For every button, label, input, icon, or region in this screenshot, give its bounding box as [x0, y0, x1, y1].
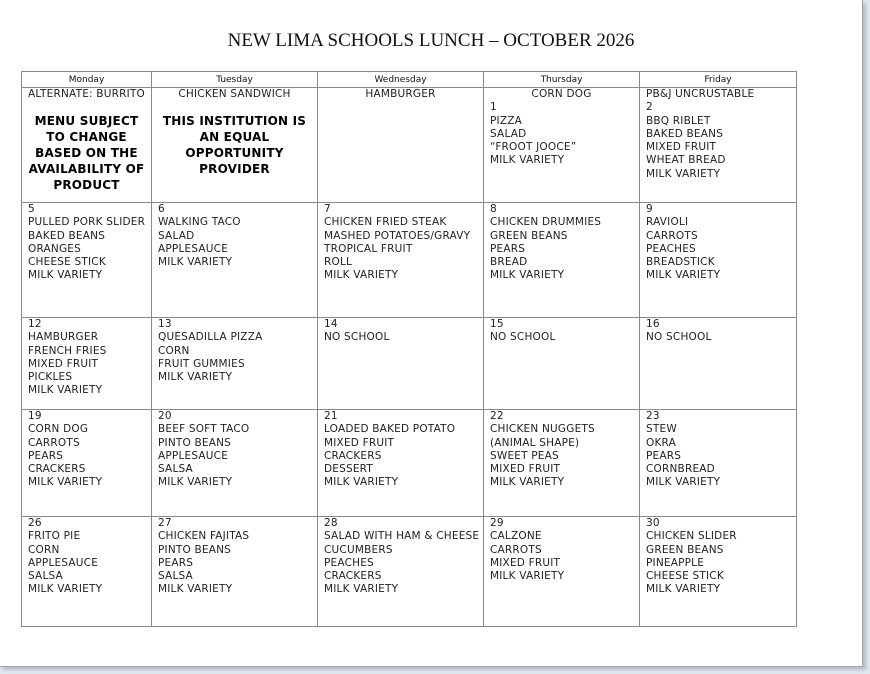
day-number: 6: [158, 203, 165, 215]
day-number: 8: [490, 203, 497, 215]
menu-item: SALSA: [158, 463, 193, 476]
weekday-header-row: [22, 72, 797, 88]
menu-item: CHICKEN SLIDER: [646, 530, 737, 543]
menu-item: MILK VARIETY: [490, 570, 565, 583]
menu-item: MILK VARIETY: [646, 269, 721, 282]
menu-item: MILK VARIETY: [158, 476, 233, 489]
day-number: 19: [28, 410, 42, 422]
day-cell-wednesday-week1: [318, 88, 484, 203]
day-number: 23: [646, 410, 660, 422]
weekday-header: Wednesday: [318, 72, 484, 88]
menu-item: LOADED BAKED POTATO: [324, 423, 456, 436]
menu-item: CHICKEN NUGGETS: [490, 423, 595, 436]
menu-item: MILK VARIETY: [158, 256, 233, 269]
day-number: 1: [490, 101, 497, 114]
day-cell-oct-2: [640, 88, 797, 203]
menu-item: HAMBURGER: [28, 331, 99, 344]
day-cell-oct-15: [484, 318, 640, 410]
menu-item: PEACHES: [646, 242, 696, 255]
day-number: 15: [490, 318, 504, 330]
menu-item: CORN: [28, 543, 60, 556]
menu-item: MILK VARIETY: [28, 476, 103, 489]
menu-item: PEARS: [490, 242, 526, 255]
menu-item: MILK VARIETY: [324, 476, 399, 489]
alternate-entree: CHICKEN SANDWICH: [178, 88, 291, 100]
day-cell-oct-20: [152, 410, 318, 517]
day-cell-oct-28: [318, 517, 484, 627]
menu-item: FRENCH FRIES: [28, 344, 107, 357]
menu-item: MILK VARIETY: [28, 384, 103, 397]
menu-item: MIXED FRUIT: [324, 436, 395, 449]
menu-item: SALAD: [158, 229, 195, 242]
menu-item: SALAD: [490, 127, 527, 140]
menu-item: CHICKEN FRIED STEAK: [324, 216, 447, 229]
menu-item: PEACHES: [324, 556, 374, 569]
menu-item: RAVIOLI: [646, 216, 689, 229]
menu-item: MILK VARIETY: [646, 167, 721, 180]
day-number: 16: [646, 318, 660, 330]
menu-item: MIXED FRUIT: [490, 556, 561, 569]
menu-item: STEW: [646, 423, 677, 436]
menu-item: CHICKEN FAJITAS: [158, 530, 250, 543]
menu-item: WALKING TACO: [158, 216, 241, 229]
menu-item: CORNBREAD: [646, 463, 715, 476]
menu-item: CHEESE STICK: [646, 570, 724, 583]
menu-item: NO SCHOOL: [490, 331, 556, 344]
day-cell-oct-16: [640, 318, 797, 410]
day-number: 9: [646, 203, 653, 215]
day-cell-oct-27: [152, 517, 318, 627]
menu-item: “FROOT JOOCE”: [490, 141, 577, 154]
menu-item: (ANIMAL SHAPE): [490, 436, 580, 449]
day-cell-oct-26: [22, 517, 152, 627]
menu-item: BREADSTICK: [646, 256, 715, 269]
day-cell-monday-week1: [22, 88, 152, 203]
day-cell-oct-1: [484, 88, 640, 203]
weekday-header: Tuesday: [152, 72, 318, 88]
menu-item: FRITO PIE: [28, 530, 81, 543]
menu-item: PINTO BEANS: [158, 543, 232, 556]
menu-item: PICKLES: [28, 371, 73, 384]
menu-item: DESSERT: [324, 463, 374, 476]
week-row-5: [22, 517, 797, 627]
day-cell-oct-30: [640, 517, 797, 627]
menu-item: MILK VARIETY: [158, 583, 233, 596]
day-number: 21: [324, 410, 338, 422]
menu-item: BREAD: [490, 256, 528, 269]
menu-item: BBQ RIBLET: [646, 114, 711, 127]
weekday-header: Thursday: [484, 72, 640, 88]
menu-item: GREEN BEANS: [646, 543, 724, 556]
menu-item: OKRA: [646, 436, 677, 449]
menu-item: CALZONE: [490, 530, 542, 543]
day-cell-oct-9: [640, 203, 797, 318]
menu-item: PINEAPPLE: [646, 556, 705, 569]
day-number: 20: [158, 410, 172, 422]
menu-item: MIXED FRUIT: [28, 357, 99, 370]
day-cell-oct-13: [152, 318, 318, 410]
lunch-calendar: [21, 71, 797, 627]
menu-item: QUESADILLA PIZZA: [158, 331, 263, 344]
menu-item: BAKED BEANS: [646, 127, 724, 140]
day-cell-oct-23: [640, 410, 797, 517]
menu-item: CARROTS: [490, 543, 542, 556]
menu-item: TROPICAL FRUIT: [324, 242, 413, 255]
menu-item: CUCUMBERS: [324, 543, 393, 556]
menu-item: MILK VARIETY: [324, 269, 399, 282]
menu-item: ROLL: [324, 256, 353, 269]
menu-item: BEEF SOFT TACO: [158, 423, 250, 436]
menu-item: MIXED FRUIT: [646, 141, 717, 154]
day-cell-tuesday-week1: [152, 88, 318, 203]
menu-item: PULLED PORK SLIDER: [28, 216, 146, 229]
menu-item: CRACKERS: [28, 463, 86, 476]
day-number: 5: [28, 203, 35, 215]
menu-item: MILK VARIETY: [324, 583, 399, 596]
equal-opportunity-note: THIS INSTITUTION IS AN EQUAL OPPORTUNITY PROVIDER: [162, 114, 307, 177]
menu-item: CRACKERS: [324, 570, 382, 583]
menu-item: FRUIT GUMMIES: [158, 357, 245, 370]
week-row-2: [22, 203, 797, 318]
day-number: 22: [490, 410, 504, 422]
menu-item: NO SCHOOL: [646, 331, 712, 344]
menu-item: CARROTS: [646, 229, 698, 242]
menu-item: MASHED POTATOES/GRAVY: [324, 229, 471, 242]
menu-title: NEW LIMA SCHOOLS LUNCH – OCTOBER 2026: [227, 30, 635, 51]
alternate-entree: ALTERNATE: BURRITO: [28, 88, 145, 100]
menu-item: APPLESAUCE: [158, 449, 229, 462]
menu-item: PINTO BEANS: [158, 436, 232, 449]
weekday-header: Friday: [640, 72, 797, 88]
menu-item: BAKED BEANS: [28, 229, 106, 242]
day-cell-oct-5: [22, 203, 152, 318]
day-cell-oct-6: [152, 203, 318, 318]
day-cell-oct-29: [484, 517, 640, 627]
day-cell-oct-21: [318, 410, 484, 517]
menu-item: MILK VARIETY: [158, 371, 233, 384]
menu-item: PEARS: [646, 449, 682, 462]
day-cell-oct-7: [318, 203, 484, 318]
menu-item: MILK VARIETY: [646, 583, 721, 596]
menu-item: CHICKEN DRUMMIES: [490, 216, 602, 229]
menu-item: CRACKERS: [324, 449, 382, 462]
menu-item: CORN DOG: [28, 423, 89, 436]
menu-item: GREEN BEANS: [490, 229, 568, 242]
menu-item: SWEET PEAS: [490, 449, 559, 462]
menu-item: WHEAT BREAD: [646, 154, 726, 167]
day-number: 13: [158, 318, 172, 330]
menu-item: ORANGES: [28, 242, 82, 255]
menu-item: SALSA: [28, 570, 63, 583]
day-number: 26: [28, 517, 42, 529]
menu-item: PEARS: [158, 556, 194, 569]
menu-item: PIZZA: [490, 114, 522, 127]
day-number: 28: [324, 517, 338, 529]
menu-item: MILK VARIETY: [490, 476, 565, 489]
day-cell-oct-14: [318, 318, 484, 410]
day-number: 7: [324, 203, 331, 215]
menu-item: SALSA: [158, 570, 193, 583]
menu-item: CARROTS: [28, 436, 80, 449]
menu-item: MILK VARIETY: [646, 476, 721, 489]
alternate-entree: HAMBURGER: [365, 88, 436, 100]
week-row-4: [22, 410, 797, 517]
week-row-1: [22, 88, 797, 203]
menu-item: MILK VARIETY: [28, 269, 103, 282]
day-cell-oct-19: [22, 410, 152, 517]
menu-change-note: MENU SUBJECT TO CHANGE BASED ON THE AVAILABILITY OF PRODUCT: [28, 114, 145, 193]
menu-item: MILK VARIETY: [28, 583, 103, 596]
day-cell-oct-8: [484, 203, 640, 318]
week-row-3: [22, 318, 797, 410]
menu-item: MILK VARIETY: [490, 269, 565, 282]
day-number: 12: [28, 318, 42, 330]
menu-item: CORN: [158, 344, 190, 357]
alternate-entree: PB&J UNCRUSTABLE: [646, 88, 755, 100]
day-number: 29: [490, 517, 504, 529]
menu-item: SALAD WITH HAM & CHEESE: [324, 530, 480, 543]
menu-item: MIXED FRUIT: [490, 463, 561, 476]
menu-item: NO SCHOOL: [324, 331, 390, 344]
menu-item: APPLESAUCE: [158, 242, 229, 255]
day-number: 30: [646, 517, 660, 529]
weekday-header: Monday: [22, 72, 152, 88]
day-cell-oct-12: [22, 318, 152, 410]
day-number: 27: [158, 517, 172, 529]
menu-item: MILK VARIETY: [490, 154, 565, 167]
menu-item: APPLESAUCE: [28, 556, 99, 569]
day-number: 2: [646, 101, 653, 114]
menu-item: CHEESE STICK: [28, 256, 106, 269]
menu-item: PEARS: [28, 449, 64, 462]
alternate-entree: CORN DOG: [531, 88, 592, 100]
day-cell-oct-22: [484, 410, 640, 517]
day-number: 14: [324, 318, 338, 330]
